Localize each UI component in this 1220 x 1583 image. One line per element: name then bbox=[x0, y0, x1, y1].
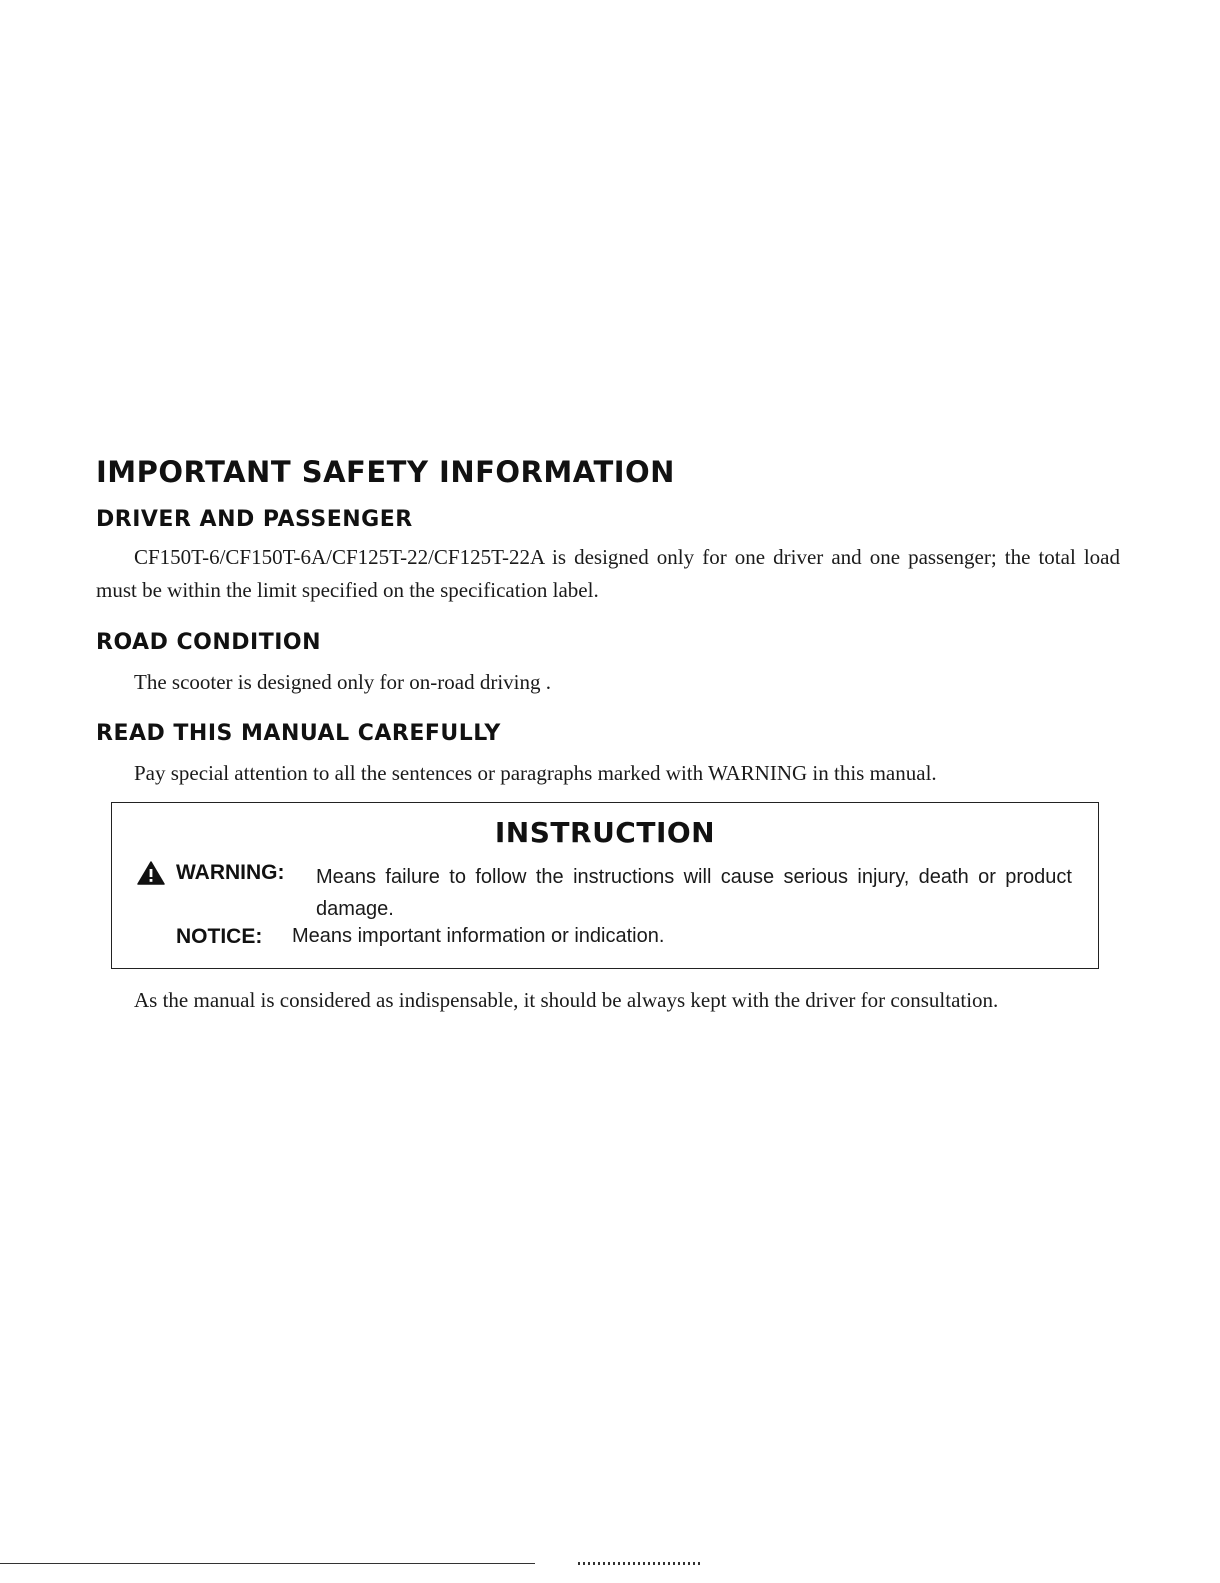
warning-triangle-icon bbox=[137, 861, 165, 885]
instruction-box bbox=[111, 802, 1099, 969]
closing-text: As the manual is considered as indispensable, it should be always kept with the driver for consultation. bbox=[134, 988, 999, 1012]
section-heading-road-condition: ROAD CONDITION bbox=[96, 630, 322, 655]
notice-label: NOTICE: bbox=[176, 925, 263, 948]
section-text-read-manual: Pay special attention to all the sentences or paragraphs marked with WARNING in this manual. bbox=[134, 761, 937, 785]
warning-text: Means failure to follow the instructions will cause serious injury, death or product damage. bbox=[316, 866, 1072, 920]
bottom-rule bbox=[0, 1563, 535, 1564]
page-title: IMPORTANT SAFETY INFORMATION bbox=[96, 455, 675, 489]
notice-text: Means important information or indication. bbox=[292, 925, 665, 947]
section-heading-driver-and-passenger: DRIVER AND PASSENGER bbox=[96, 507, 413, 532]
section-text-driver-and-passenger: CF150T-6/CF150T-6A/CF125T-22/CF125T-22A is designed only for one driver and one passenger; the total load must be within the limit specified on the specification label. bbox=[96, 545, 1120, 602]
warning-label: WARNING: bbox=[176, 861, 285, 884]
section-heading-read-manual: READ THIS MANUAL CAREFULLY bbox=[96, 721, 501, 746]
section-text-road-condition: The scooter is designed only for on-road driving . bbox=[134, 670, 551, 694]
bottom-marks bbox=[578, 1562, 703, 1565]
instruction-title: INSTRUCTION bbox=[494, 816, 716, 849]
